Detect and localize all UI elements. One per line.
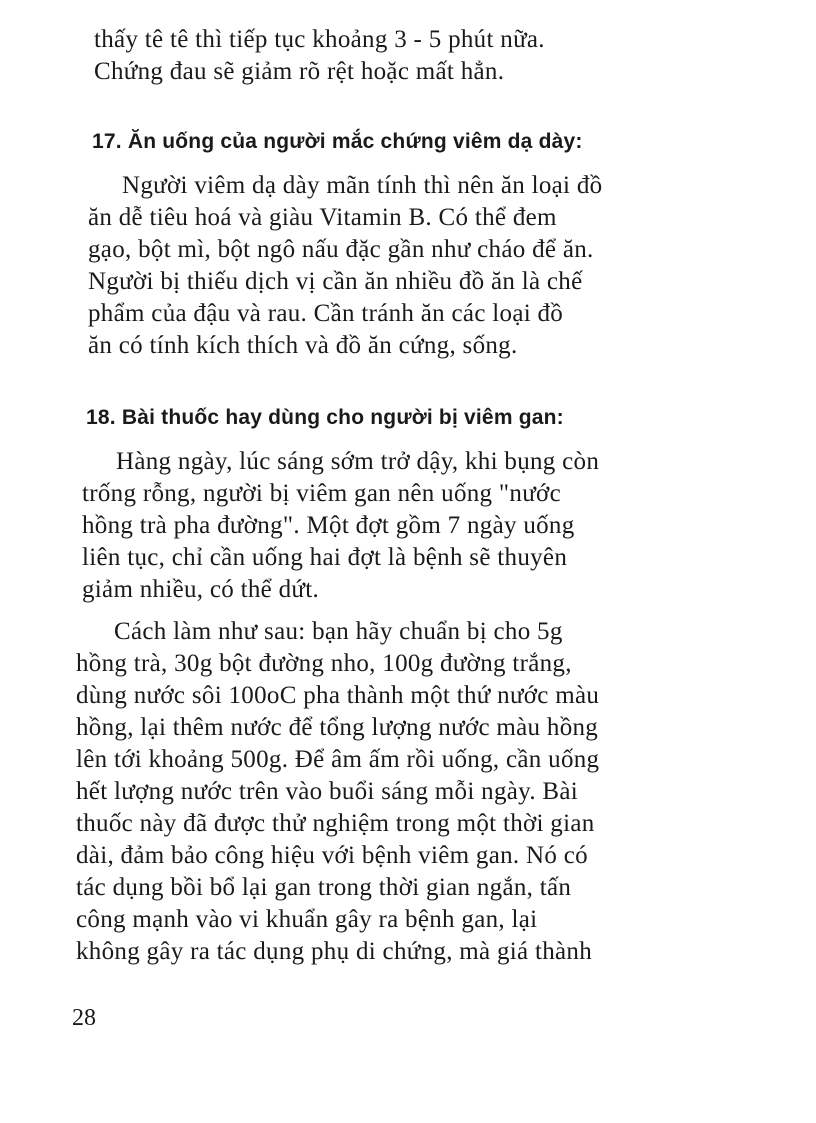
text-line: Chứng đau sẽ giảm rõ rệt hoặc mất hẳn. [94, 58, 505, 85]
section-17-paragraph [88, 170, 602, 362]
page-number: 28 [72, 1005, 96, 1031]
text-line: dài, đảm bảo công hiệu với bệnh viêm gan. Nó có [76, 842, 588, 869]
text-line: Hàng ngày, lúc sáng sớm trở dậy, khi bụng còn [116, 448, 600, 475]
text-line: gạo, bột mì, bột ngô nấu đặc gần như cháo để ăn. [88, 236, 594, 263]
text-line: hồng trà pha đường". Một đợt gồm 7 ngày uống [82, 512, 575, 539]
text-line: liên tục, chỉ cần uống hai đợt là bệnh sẽ thuyên [82, 544, 568, 571]
text-line: giảm nhiều, có thể dứt. [82, 576, 320, 603]
text-line: ăn có tính kích thích và đồ ăn cứng, sống. [88, 332, 518, 359]
text-line: không gây ra tác dụng phụ di chứng, mà giá thành [76, 938, 593, 965]
text-line: dùng nước sôi 100oC pha thành một thứ nước màu [76, 682, 600, 709]
section-18-heading: 18. Bài thuốc hay dùng cho người bị viêm gan: [86, 406, 564, 429]
section-17-heading: 17. Ăn uống của người mắc chứng viêm dạ dày: [92, 130, 583, 153]
text-line: thấy tê tê thì tiếp tục khoảng 3 - 5 phút nữa. [94, 26, 545, 53]
text-line: hồng trà, 30g bột đường nho, 100g đường trắng, [76, 650, 572, 677]
text-line: Người viêm dạ dày mãn tính thì nên ăn loại đồ [122, 172, 603, 199]
section-18-paragraph-1 [82, 446, 599, 606]
text-line: ăn dễ tiêu hoá và giàu Vitamin B. Có thể đem [88, 204, 557, 231]
text-line: hết lượng nước trên vào buổi sáng mỗi ngày. Bài [76, 778, 579, 805]
text-line: hồng, lại thêm nước để tổng lượng nước màu hồng [76, 714, 599, 741]
text-line: lên tới khoảng 500g. Để âm ấm rồi uống, cần uống [76, 746, 600, 773]
text-line: công mạnh vào vi khuẩn gây ra bệnh gan, lại [76, 906, 538, 933]
text-line: phẩm của đậu và rau. Cần tránh ăn các loại đồ [88, 300, 564, 327]
section-18-paragraph-2 [76, 616, 599, 968]
text-line: thuốc này đã được thử nghiệm trong một thời gian [76, 810, 595, 837]
text-line: Cách làm như sau: bạn hãy chuẩn bị cho 5g [114, 618, 563, 645]
text-line: Người bị thiếu dịch vị cần ăn nhiều đồ ăn là chế [88, 268, 583, 295]
text-line: trống rỗng, người bị viêm gan nên uống "nước [82, 480, 561, 507]
text-line: tác dụng bồi bổ lại gan trong thời gian ngắn, tấn [76, 874, 572, 901]
continuation-paragraph [94, 24, 545, 88]
